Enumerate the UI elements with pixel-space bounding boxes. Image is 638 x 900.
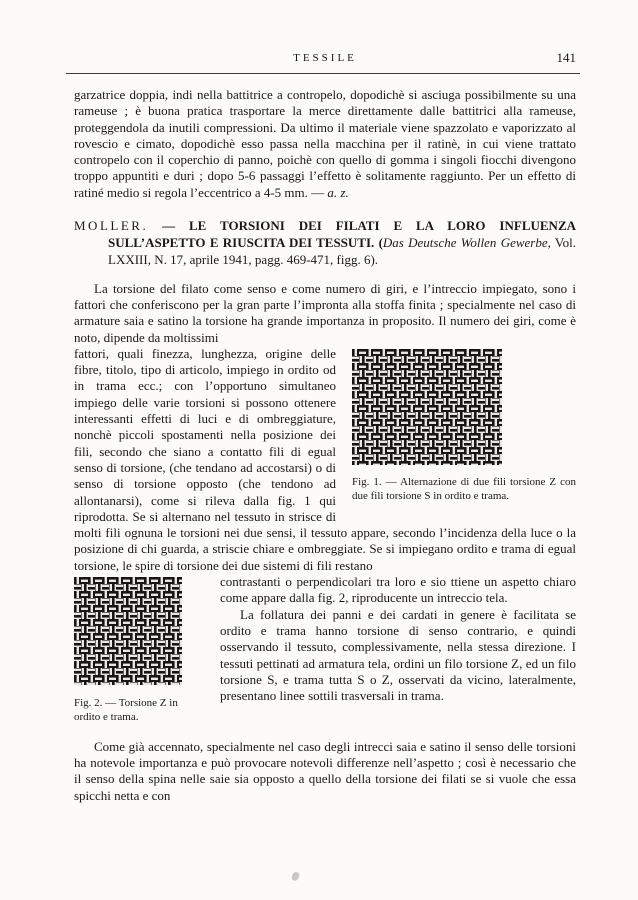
paragraph-conclusion: Come già accennato, specialmente nel caso degli intrecci saia e satino il senso delle torsioni ha notevole importanza e può provocare notevoli differenze nell’aspetto ; così è necessario che il senso della spina nelle saie sia opposto a quello della torsione dei filati se si vuole che essa spicchi netta e con (74, 738, 576, 803)
paragraph-torsione-intro: La torsione del filato come senso e come numero di giri, e l’intreccio impiegato, sono i fattori che conferiscono per la gran parte l’impronta alla stoffa finita ; specialmente nel caso di armature saia e satino la torsione ha grande importanza in proposito. Il numero dei giri, come è noto, dipende da moltissimi (74, 280, 576, 345)
paragraph-previous-article (74, 87, 576, 201)
figure-1-weave-image (352, 349, 502, 465)
figure-1 (352, 349, 576, 504)
figure-2-caption: Fig. 2. — Torsione Z in ordito e trama. (74, 697, 178, 723)
text-with-figures (74, 345, 576, 723)
paragraph-follatura: La follatura dei panni e dei cardati in genere è facilitata se ordito e trama hanno torsione di senso contrario, e quindi osservando il tessuto, complessivamente, nella stessa direzione. I tessuti pettinati ad armatura tela, ordini un filo torsione Z, ed un filo torsione S, e trama tutta S o Z, osservati da vicino, lateralmente, presentano linee sottili trasversali in trama. (220, 606, 576, 704)
running-title: TESSILE (293, 52, 357, 64)
article-source-journal: Das Deutsche Wollen Gewerbe (382, 235, 548, 251)
figure-2 (74, 577, 200, 725)
article-title: — LE TORSIONI DEI FILATI E LA LORO INFLUENZA SULL’ASPETTO E RIUSCITA DEI TESSUTI. ( (108, 218, 576, 251)
page-header (74, 52, 576, 68)
page-number: 141 (556, 50, 576, 65)
article-heading (74, 217, 576, 269)
reviewer-initials: a. z. (327, 184, 349, 200)
scan-smudge (291, 871, 300, 882)
figure-1-caption: Fig. 1. — Alternazione di due fili torsione Z con due fili torsione S in ordito e trama. (352, 475, 576, 502)
paragraph-torsione-end: contrastanti o perpendicolari tra loro e sio ttiene un aspetto chiaro come appare dalla fig. 2, riproducente un intreccio tela. (220, 574, 576, 606)
header-rule (66, 73, 580, 74)
figure-2-weave-image (74, 577, 182, 685)
article-author: MOLLER. (74, 218, 149, 234)
article-source-details: , Vol. LXXIII, N. 17, aprile 1941, pagg. 469-471, figg. 6). (108, 235, 576, 268)
paragraph-previous-article-text: garzatrice doppia, indi nella battitrice a contropelo, dopodichè si asciuga possibilmente su una rameuse ; è buona pratica trasportare la merce direttamente dalle battitrici alla rameuse, proteggendola da inutili compressioni. Da ultimo il materiale viene spazzolato e vaporizzato al rovescio e cimato, dopodichè esso passa nella macchina per il ratinè, in cui viene trattato contropelo con il coperchio di panno, poichè con quello di gomma i singoli fiocchi divengono troppo appuntiti e duri ; dopo 5-6 passaggi l’effetto è solitamente raggiunto. Per un effetto di ratiné medio si regola l’eccentrico a 4-5 mm. — (74, 87, 576, 200)
paragraph-torsione-wrap: fattori, quali finezza, lunghezza, origine delle fibre, titolo, tipo di articolo, impiego in ordito od in trama ecc.; con l’opportuno simultaneo impiego delle varie torsioni si possono ottenere interessanti effetti di luci e di ombreggiature, nonchè piccoli spostamenti nella posizione dei fili, secondo che siano a contatto fili di egual senso di torsione, (che tendano ad accostarsi) o di senso di torsione opposto (che tendono ad allontanarsi), come si rileva dalla fig. 1 qui riprodotta. Se si alternano nel tessuto in strisce di molti fili ognuna le torsioni nei due sensi, il tessuto appare, secondo l’incidenza della luce o la posizione di chi guarda, a striscie chiare e ombreggiate. Se si impiegano ordito e trama di egual torsione, le spire di torsione dei due sistemi di fili restano (74, 345, 576, 573)
